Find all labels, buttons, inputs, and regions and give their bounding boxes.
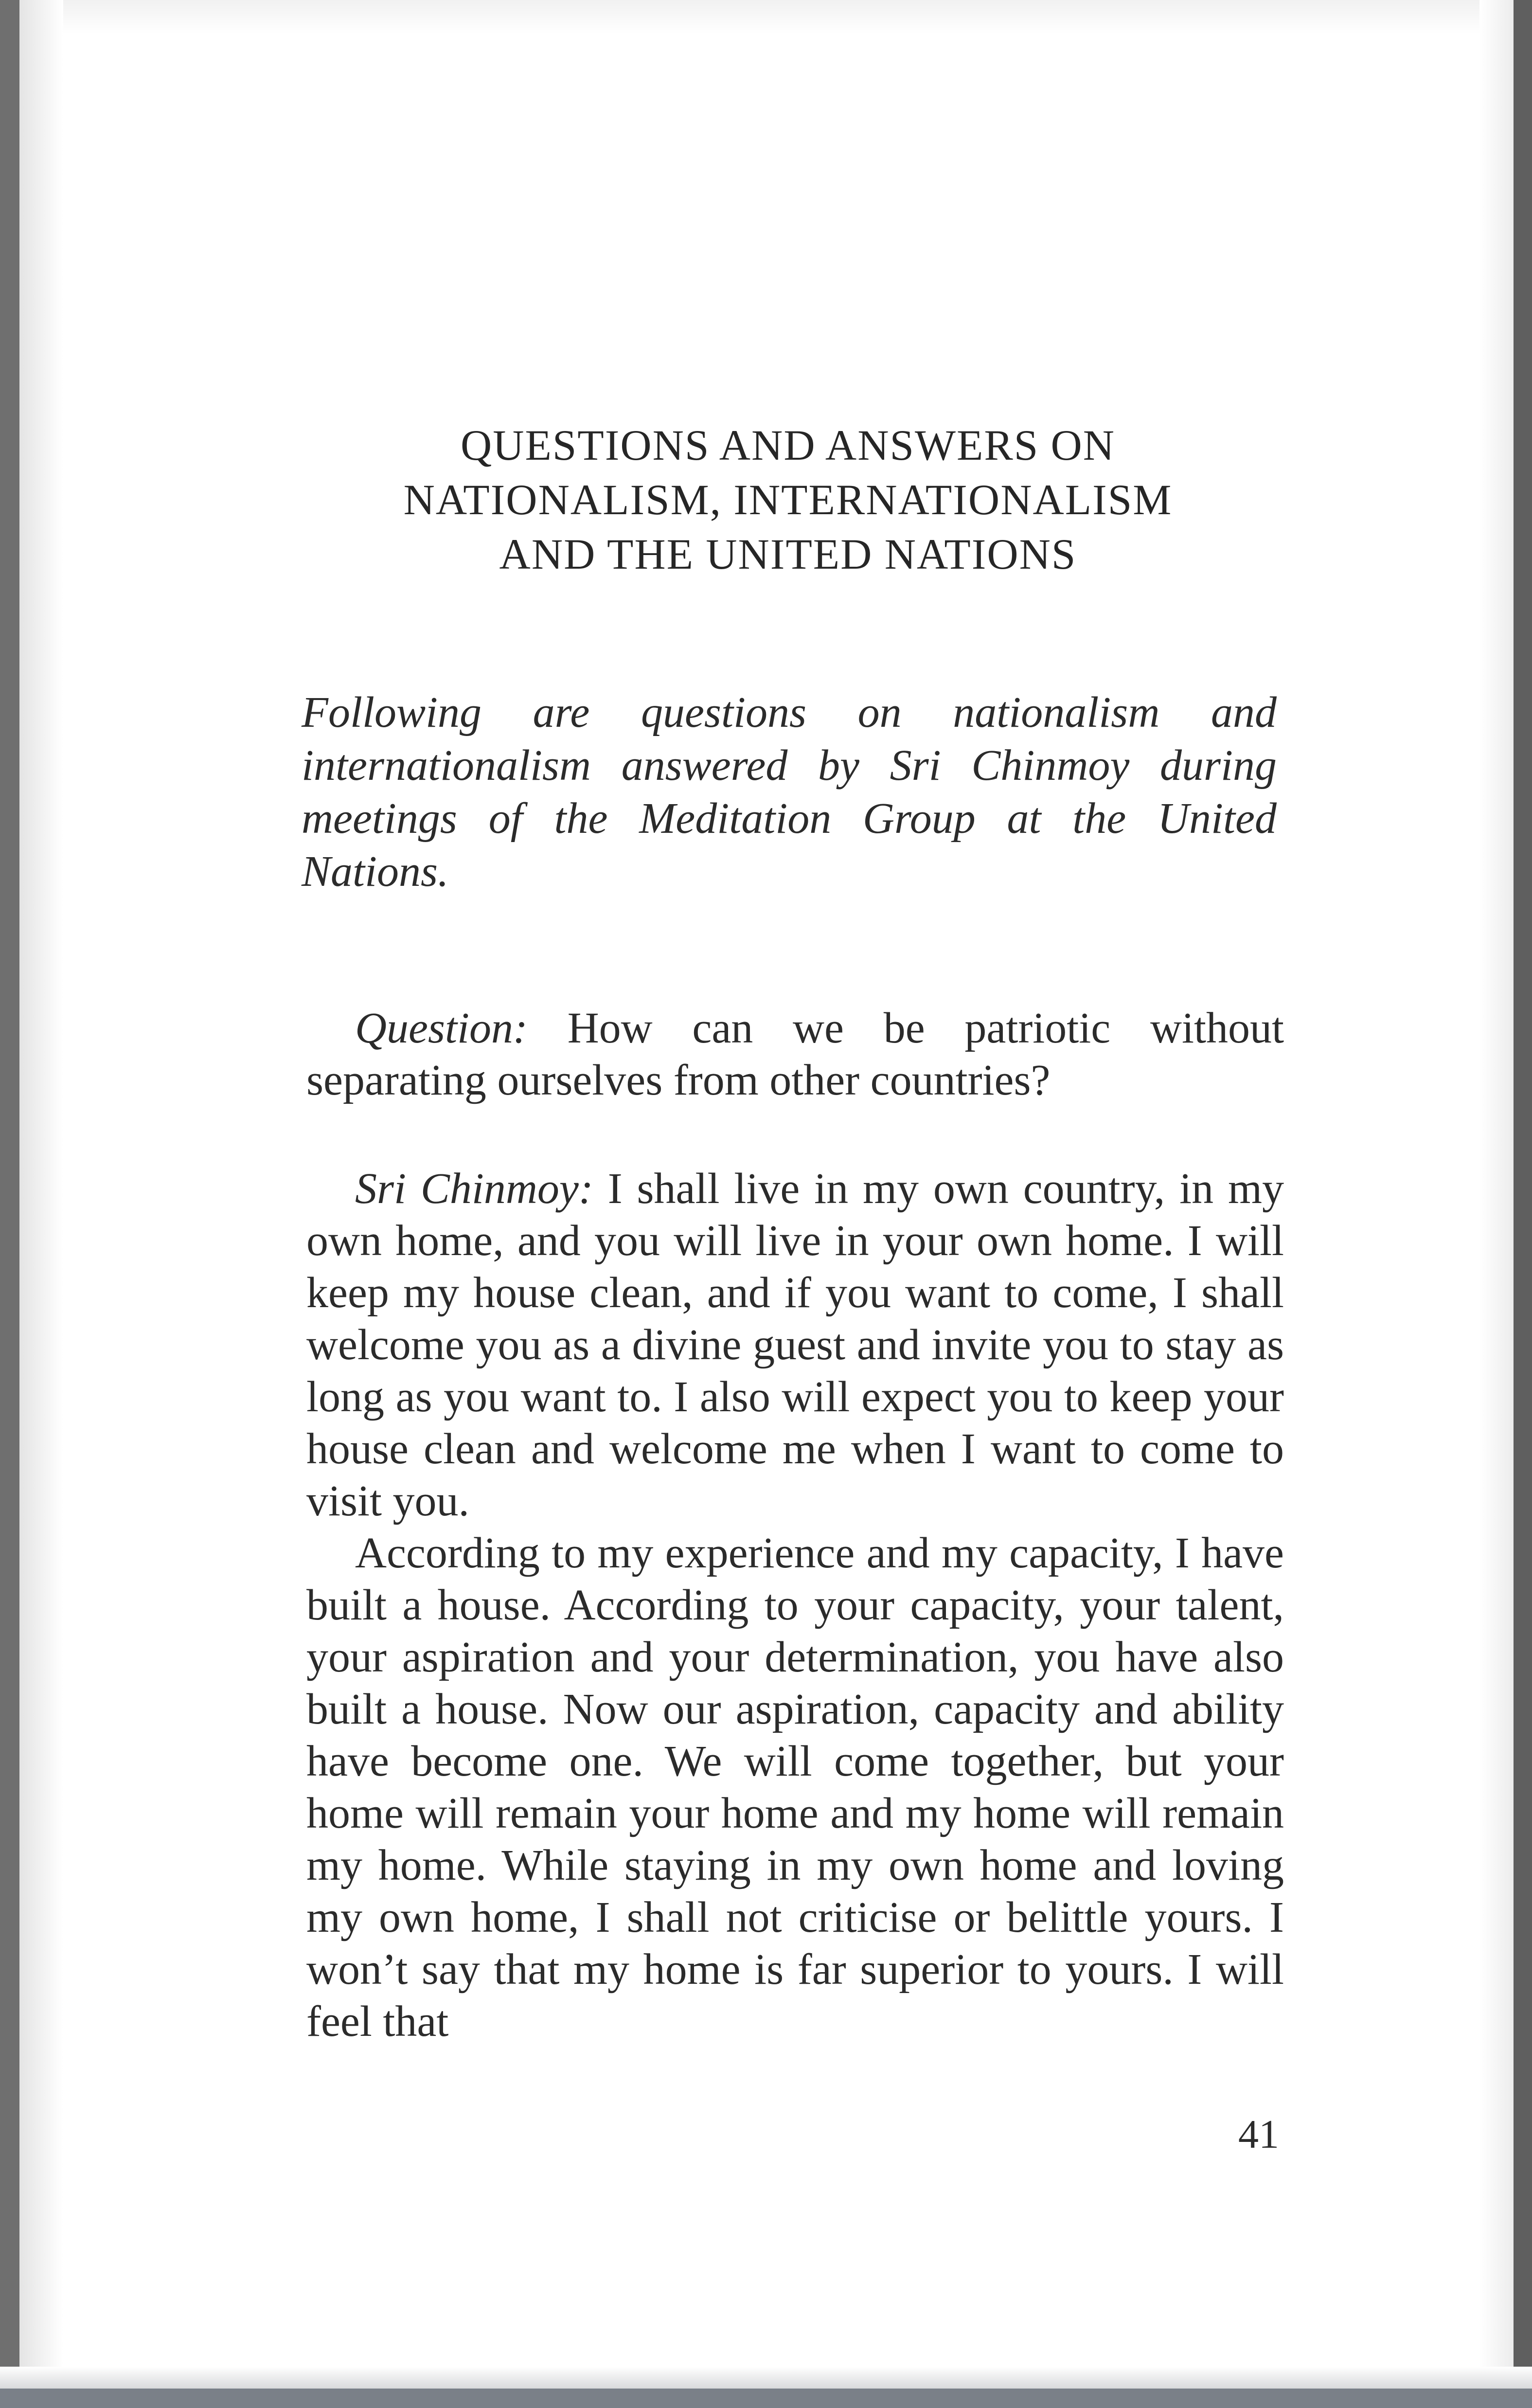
question-paragraph [306, 1002, 1284, 1106]
question-label: Question: [355, 1004, 528, 1052]
scan-left-shadow [19, 0, 63, 2408]
scan-top-edge [0, 0, 1532, 34]
scan-right-edge [1514, 0, 1532, 2408]
answer-block [306, 1163, 1284, 2048]
chapter-title [302, 418, 1274, 582]
answer-speaker-label: Sri Chinmoy: [355, 1165, 593, 1213]
answer-text-1: I shall live in my own country, in my own home, and you will live in your own home. I will keep my house clean, and if you want to come, I shall welcome you as a divine guest and invite you to stay as long as you want to. I also will expect you to keep your house clean and welcome me when I want to come to visit you. [306, 1165, 1284, 1525]
scan-bottom-edge [0, 2389, 1532, 2408]
title-line-2: NATIONALISM, INTERNATIONALISM [403, 476, 1173, 524]
scan-bottom-shadow [0, 2367, 1532, 2389]
intro-paragraph: Following are questions on nationalism and internationalism answered by Sri Chinmoy during meetings of the Meditation Group at the United Nations. [302, 688, 1277, 896]
question-block [306, 1002, 1284, 1106]
question-text: How can we be patriotic without separating ourselves from other countries? [306, 1004, 1284, 1104]
title-line-1: QUESTIONS AND ANSWERS ON [460, 422, 1116, 469]
page-number: 41 [1238, 2112, 1279, 2157]
scan-right-shadow [1479, 0, 1514, 2408]
title-line-3: AND THE UNITED NATIONS [499, 531, 1077, 578]
answer-paragraph-2: According to my experience and my capacity, I have built a house. According to your capacity, your talent, your aspiration and your determination, you have also built a house. Now our aspiration, capacity and ability have become one. We will come together, but your home will remain your home and my home will remain my home. While staying in my own home and loving my own home, I shall not criticise or belittle yours. I won’t say that my home is far superior to yours. I will feel that [306, 1529, 1284, 2046]
scan-left-edge [0, 0, 19, 2408]
answer-paragraph-1 [306, 1163, 1284, 1527]
